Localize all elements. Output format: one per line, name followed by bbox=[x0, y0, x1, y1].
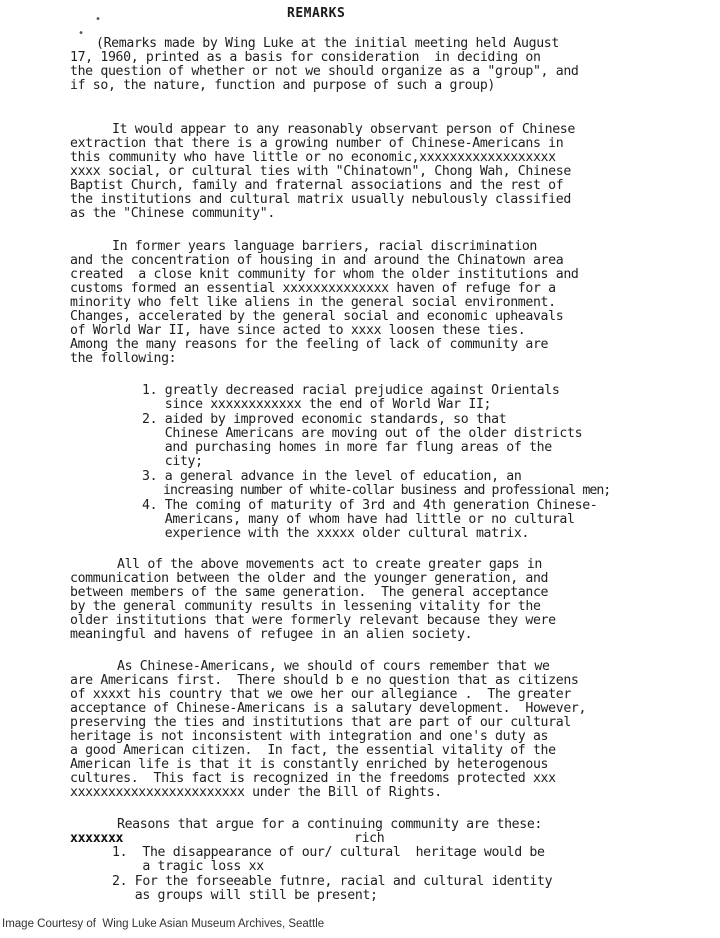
paragraph-3-line: All of the above movements act to create greater gaps in bbox=[117, 557, 543, 572]
paragraph-3-line: by the general community results in lessening vitality for the bbox=[70, 599, 541, 614]
margin-mark: • bbox=[78, 28, 85, 39]
paragraph-1-line: It would appear to any reasonably observant person of Chinese bbox=[112, 122, 575, 137]
intro-line: 17, 1960, printed as a basis for consideration in deciding on bbox=[70, 50, 541, 65]
paragraph-4-line: acceptance of Chinese-Americans is a salutary development. However, bbox=[70, 701, 587, 716]
paragraph-1-line: as the "Chinese community". bbox=[70, 206, 275, 221]
paragraph-4-line: heritage is not inconsistent with integration and one's duty as bbox=[70, 729, 549, 744]
paragraph-5-line: Reasons that argue for a continuing community are these: bbox=[117, 817, 543, 832]
paragraph-3-line: older institutions that were formerly relevant because they were bbox=[70, 613, 556, 628]
list-1-line: since xxxxxxxxxxxx the end of World War II; bbox=[142, 397, 492, 412]
paragraph-4-line: cultures. This fact is recognized in the freedoms protected xxx bbox=[70, 771, 556, 786]
paragraph-3-line: between members of the same generation. The general acceptance bbox=[70, 585, 549, 600]
paragraph-2-line: Among the many reasons for the feeling of lack of community are bbox=[70, 337, 549, 352]
paragraph-1-line: Baptist Church, family and fraternal associations and the rest of bbox=[70, 178, 564, 193]
paragraph-3-line: meaningful and havens of refugee in an alien society. bbox=[70, 627, 473, 642]
paragraph-1-line: this community who have little or no economic,xxxxxxxxxxxxxxxxxx bbox=[70, 150, 556, 165]
struck-word: xxxxxxx bbox=[70, 831, 124, 846]
paragraph-4-line: preserving the ties and institutions that are part of our cultural bbox=[70, 715, 571, 730]
paragraph-3-line: communication between the older and the younger generation, and bbox=[70, 571, 549, 586]
paragraph-2-line: Changes, accelerated by the general social and economic upheavals bbox=[70, 309, 564, 324]
document-title: REMARKS bbox=[287, 6, 346, 21]
list-1-line: Chinese Americans are moving out of the older districts bbox=[142, 426, 583, 441]
list-1-line: experience with the xxxxx older cultural matrix. bbox=[142, 526, 530, 541]
paragraph-1-line: the institutions and cultural matrix usually nebulously classified bbox=[70, 192, 571, 207]
list-2-line: a tragic loss xx bbox=[112, 859, 264, 874]
paragraph-2-line: and the concentration of housing in and around the Chinatown area bbox=[70, 253, 564, 268]
list-1-line: city; bbox=[142, 454, 203, 469]
list-1-line: 3. a general advance in the level of education, an bbox=[142, 469, 522, 484]
paragraph-4-line: American life is that it is constantly enriched by heterogenous bbox=[70, 757, 549, 772]
list-1-line: and purchasing homes in more far flung areas of the bbox=[142, 440, 552, 455]
paragraph-4-line: xxxxxxxxxxxxxxxxxxxxxxx under the Bill of Rights. bbox=[70, 785, 442, 800]
margin-mark: • bbox=[95, 14, 102, 25]
paragraph-2-line: customs formed an essential xxxxxxxxxxxxxx haven of refuge for a bbox=[70, 281, 556, 296]
paragraph-4-line: a good American citizen. In fact, the essential vitality of the bbox=[70, 743, 556, 758]
paragraph-2-line: the following: bbox=[70, 351, 177, 366]
paragraph-2-line: of World War II, have since acted to xxxx loosen these ties. bbox=[70, 323, 526, 338]
list-1-line: Americans, many of whom have had little or no cultural bbox=[142, 512, 575, 527]
paragraph-2-line: In former years language barriers, racial discrimination bbox=[112, 239, 538, 254]
paragraph-2-line: created a close knit community for whom the older institutions and bbox=[70, 267, 579, 282]
paragraph-1-line: xxxx social, or cultural ties with "Chinatown", Chong Wah, Chinese bbox=[70, 164, 571, 179]
list-1-line: 4. The coming of maturity of 3rd and 4th generation Chinese- bbox=[142, 498, 598, 513]
intro-line: if so, the nature, function and purpose of such a group) bbox=[70, 78, 496, 93]
intro-line: (Remarks made by Wing Luke at the initial meeting held August bbox=[96, 36, 559, 51]
list-1-line: increasing number of white-collar business and professional men; bbox=[142, 483, 611, 498]
list-2-line: 1. The disappearance of our/ cultural heritage would be bbox=[112, 845, 545, 860]
handwritten-insert: rich bbox=[354, 831, 385, 846]
intro-line: the question of whether or not we should organize as a "group", and bbox=[70, 64, 579, 79]
image-credit-caption: Image Courtesy of Wing Luke Asian Museum Archives, Seattle bbox=[2, 918, 325, 930]
paragraph-1-line: extraction that there is a growing number of Chinese-Americans in bbox=[70, 136, 564, 151]
list-2-line: as groups will still be present; bbox=[112, 888, 378, 903]
paragraph-4-line: As Chinese-Americans, we should of cours remember that we bbox=[117, 659, 550, 674]
list-2-line: 2. For the forseeable futnre, racial and cultural identity bbox=[112, 874, 553, 889]
paragraph-2-line: minority who felt like aliens in the general social environment. bbox=[70, 295, 556, 310]
paragraph-4-line: are Americans first. There should b e no question that as citizens bbox=[70, 673, 579, 688]
list-1-line: 1. greatly decreased racial prejudice against Orientals bbox=[142, 383, 560, 398]
list-1-line: 2. aided by improved economic standards, so that bbox=[142, 412, 507, 427]
paragraph-4-line: of xxxxt his country that we owe her our allegiance . The greater bbox=[70, 687, 571, 702]
